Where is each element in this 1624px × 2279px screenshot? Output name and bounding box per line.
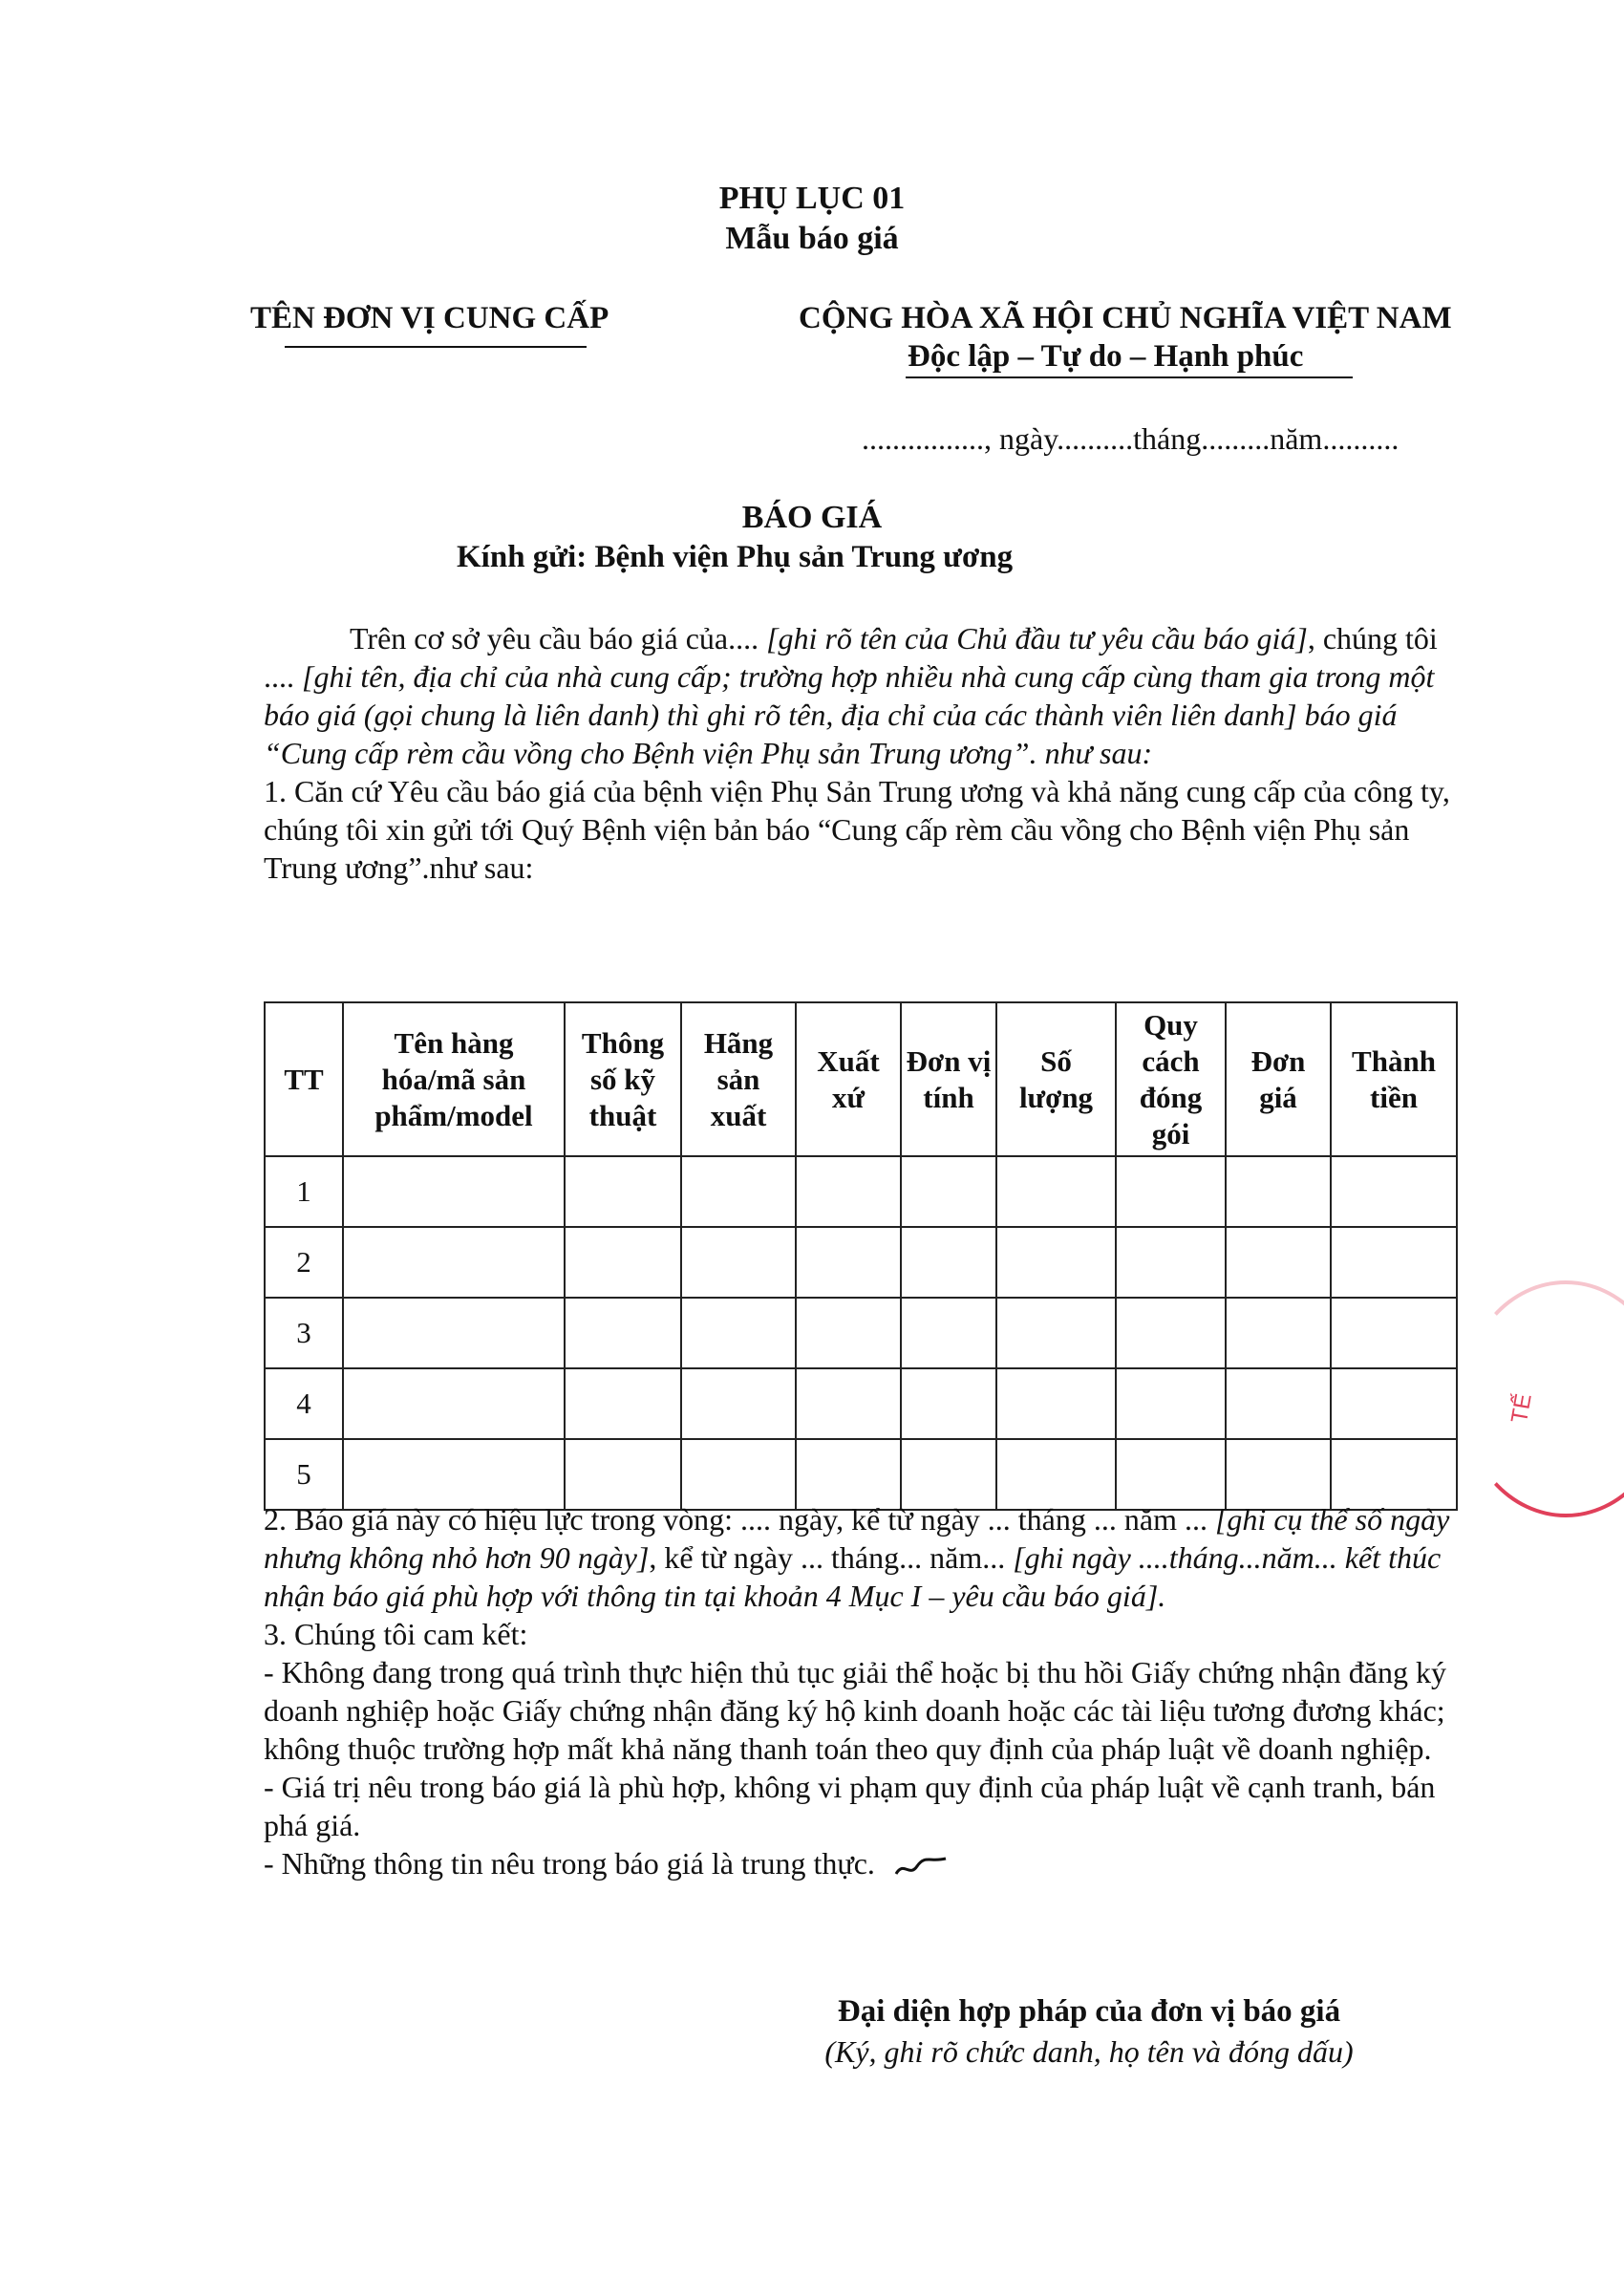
motto-underline <box>906 376 1353 378</box>
table-row <box>265 1227 1457 1298</box>
col-header-origin: Xuất xứ <box>796 1002 901 1156</box>
col-header-tt: TT <box>265 1002 343 1156</box>
intro-placeholder-investor: [ghi rõ tên của Chủ đầu tư yêu cầu báo giá] <box>766 621 1308 656</box>
supplier-underline <box>285 346 587 348</box>
col-header-total: Thành tiền <box>1331 1002 1457 1156</box>
intro-text-2: , chúng tôi .... <box>264 621 1438 694</box>
intro-placeholder-supplier: [ghi tên, địa chỉ của nhà cung cấp; trường hợp nhiều nhà cung cấp cùng tham gia trong một báo giá (gọi chung là liên danh) thì ghi rõ tên, địa chỉ của các thành viên liên danh] báo giá “Cung cấp rèm cầu vồng cho Bệnh viện Phụ sản Trung ương”. như sau: <box>264 659 1435 770</box>
row-number: 5 <box>265 1439 343 1510</box>
intro-paragraph <box>264 619 1467 772</box>
row-number: 3 <box>265 1298 343 1368</box>
item-2-text-2: , kể từ ngày ... tháng... năm... <box>649 1540 1014 1575</box>
table-row <box>265 1156 1457 1227</box>
signature-note: (Ký, ghi rõ chức danh, họ tên và đóng dấu) <box>824 2034 1354 2069</box>
signature-title: Đại diện hợp pháp của đơn vị báo giá <box>837 1994 1341 2029</box>
terms-section <box>264 1500 1467 1882</box>
stamp-mark <box>1462 1280 1624 1517</box>
date-line: ................, ngày..........tháng.........năm.......... <box>862 421 1400 456</box>
form-name: Mẫu báo giá <box>725 221 899 256</box>
item-2-text-1: 2. Báo giá này có hiệu lực trong vòng: .... ngày, kể từ ngày ... tháng ... năm ... <box>264 1502 1215 1537</box>
republic-name: CỘNG HÒA XÃ HỘI CHỦ NGHĨA VIỆT NAM <box>799 301 1452 335</box>
supplier-name: TÊN ĐƠN VỊ CUNG CẤP <box>250 301 609 335</box>
commitment-3 <box>264 1844 1467 1882</box>
intro-text-1: Trên cơ sở yêu cầu báo giá của.... <box>350 621 767 656</box>
item-2-paragraph <box>264 1500 1467 1615</box>
commitment-2: - Giá trị nêu trong báo giá là phù hợp, không vi phạm quy định của pháp luật về cạnh tranh, bán phá giá. <box>264 1770 1436 1842</box>
row-number: 1 <box>265 1156 343 1227</box>
table-row <box>265 1439 1457 1510</box>
col-header-specs: Thông số kỹ thuật <box>565 1002 681 1156</box>
col-header-manufacturer: Hãng sản xuất <box>681 1002 796 1156</box>
commitment-1: - Không đang trong quá trình thực hiện thủ tục giải thể hoặc bị thu hồi Giấy chứng nhận đăng ký doanh nghiệp hoặc Giấy chứng nhận đăng ký hộ kinh doanh hoặc các tài liệu tương đương khác; không thuộc trường hợp mất khả năng thanh toán theo quy định của pháp luật về doanh nghiệp. <box>264 1655 1446 1766</box>
table-row <box>265 1368 1457 1439</box>
quote-table <box>264 1001 1458 1511</box>
intro-section <box>264 619 1467 887</box>
item-1-paragraph: 1. Căn cứ Yêu cầu báo giá của bệnh viện Phụ Sản Trung ương và khả năng cung cấp của công ty, chúng tôi xin gửi tới Quý Bệnh viện bản báo “Cung cấp rèm cầu vồng cho Bệnh viện Phụ sản Trung ương”.như sau: <box>264 774 1450 885</box>
col-header-quantity: Số lượng <box>996 1002 1116 1156</box>
motto: Độc lập – Tự do – Hạnh phúc <box>908 339 1304 374</box>
col-header-product: Tên hàng hóa/mã sản phẩm/model <box>343 1002 565 1156</box>
recipient-line: Kính gửi: Bệnh viện Phụ sản Trung ương <box>457 540 1014 574</box>
table-header-row <box>265 1002 1457 1156</box>
initials-mark <box>892 1853 950 1881</box>
col-header-packaging: Quy cách đóng gói <box>1116 1002 1226 1156</box>
row-number: 4 <box>265 1368 343 1439</box>
col-header-unit: Đơn vị tính <box>901 1002 996 1156</box>
stamp-text: TẾ <box>1506 1391 1537 1426</box>
row-number: 2 <box>265 1227 343 1298</box>
item-2-placeholder-days: [ghi cụ thể số ngày nhưng không nhỏ hơn 90 ngày] <box>264 1502 1450 1575</box>
col-header-unit-price: Đơn giá <box>1226 1002 1331 1156</box>
appendix-title: PHỤ LỤC 01 <box>718 181 906 216</box>
quote-title: BÁO GIÁ <box>741 500 883 535</box>
table-row <box>265 1298 1457 1368</box>
item-2-placeholder-date: [ghi ngày ....tháng...năm... kết thúc nhận báo giá phù hợp với thông tin tại khoản 4 Mục I – yêu cầu báo giá]. <box>264 1540 1442 1613</box>
commitment-3-text: - Những thông tin nêu trong báo giá là trung thực. <box>264 1846 875 1881</box>
item-3-heading: 3. Chúng tôi cam kết: <box>264 1617 528 1651</box>
